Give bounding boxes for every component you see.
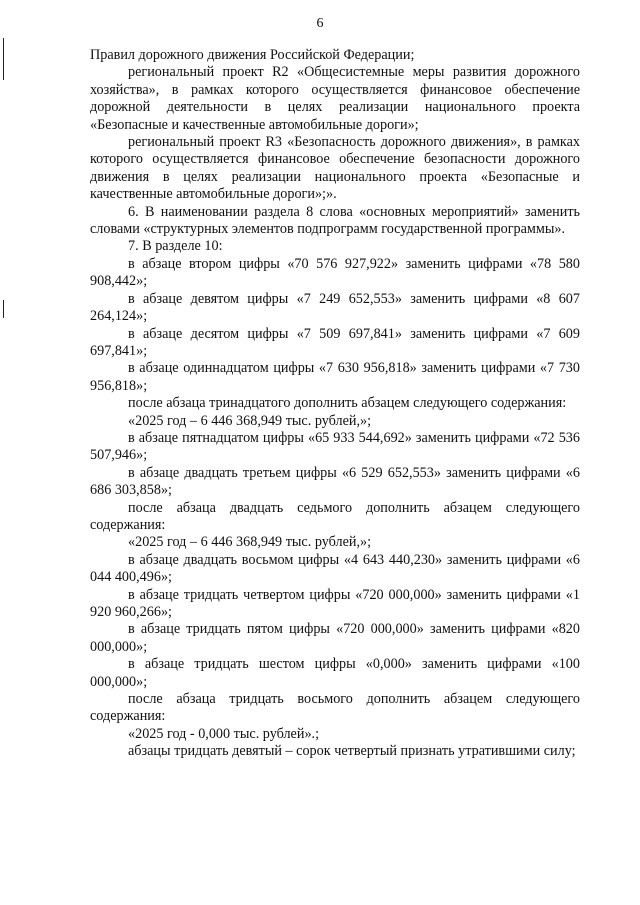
- paragraph: после абзаца двадцать седьмого дополнить абзацем следующего содержания:: [90, 499, 580, 533]
- paragraph: 7. В разделе 10:: [128, 238, 223, 255]
- document-body: [90, 47, 580, 761]
- paragraph: Правил дорожного движения Российской Федерации;: [90, 47, 415, 63]
- paragraph: «2025 год - 0,000 тыс. рублей».;: [128, 725, 320, 742]
- paragraph: «2025 год – 6 446 368,949 тыс. рублей,»;: [128, 412, 372, 429]
- paragraph: 6. В наименовании раздела 8 слова «основных мероприятий» заменить словами «структурных элементов подпрограмм государственной программы».: [90, 203, 580, 238]
- left-margin-mark: [3, 38, 4, 80]
- paragraph: в абзаце тридцать шестом цифры «0,000» заменить цифрами «100 000,000»;: [90, 656, 580, 690]
- paragraph: в абзаце пятнадцатом цифры «65 933 544,692» заменить цифрами «72 536 507,946»;: [90, 429, 580, 464]
- page-number: 6: [316, 16, 324, 31]
- left-margin-mark: [3, 300, 4, 318]
- paragraph: в абзаце втором цифры «70 576 927,922» заменить цифрами «78 580 908,442»;: [90, 255, 580, 290]
- paragraph: в абзаце тридцать четвертом цифры «720 000,000» заменить цифрами «1 920 960,266»;: [90, 586, 580, 620]
- paragraph: в абзаце двадцать восьмом цифры «4 643 440,230» заменить цифрами «6 044 400,496»;: [90, 551, 580, 586]
- paragraph: региональный проект R2 «Общесистемные меры развития дорожного хозяйства», в рамках которого осуществляется финансовое обеспечение дорожной деятельности в целях реализации национального проекта «Безопасные и качественные автомобильные дороги»;: [90, 64, 580, 133]
- paragraph: «2025 год – 6 446 368,949 тыс. рублей,»;: [128, 534, 372, 551]
- paragraph: абзацы тридцать девятый – сорок четвертый признать утратившими силу;: [128, 743, 576, 760]
- paragraph: в абзаце одиннадцатом цифры «7 630 956,818» заменить цифрами «7 730 956,818»;: [90, 360, 580, 394]
- paragraph: в абзаце десятом цифры «7 509 697,841» заменить цифрами «7 609 697,841»;: [90, 325, 580, 359]
- paragraph: региональный проект R3 «Безопасность дорожного движения», в рамках которого осуществляется финансовое обеспечение безопасности дорожного движения в целях реализации национального проекта «Безопасные и качественные автомобильные дороги»;».: [90, 134, 580, 203]
- paragraph: в абзаце девятом цифры «7 249 652,553» заменить цифрами «8 607 264,124»;: [90, 290, 580, 325]
- paragraph: в абзаце тридцать пятом цифры «720 000,000» заменить цифрами «820 000,000»;: [90, 621, 580, 655]
- paragraph: после абзаца тридцать восьмого дополнить абзацем следующего содержания:: [90, 691, 580, 725]
- paragraph: после абзаца тринадцатого дополнить абзацем следующего содержания:: [128, 395, 567, 412]
- paragraph: в абзаце двадцать третьем цифры «6 529 652,553» заменить цифрами «6 686 303,858»;: [90, 464, 580, 499]
